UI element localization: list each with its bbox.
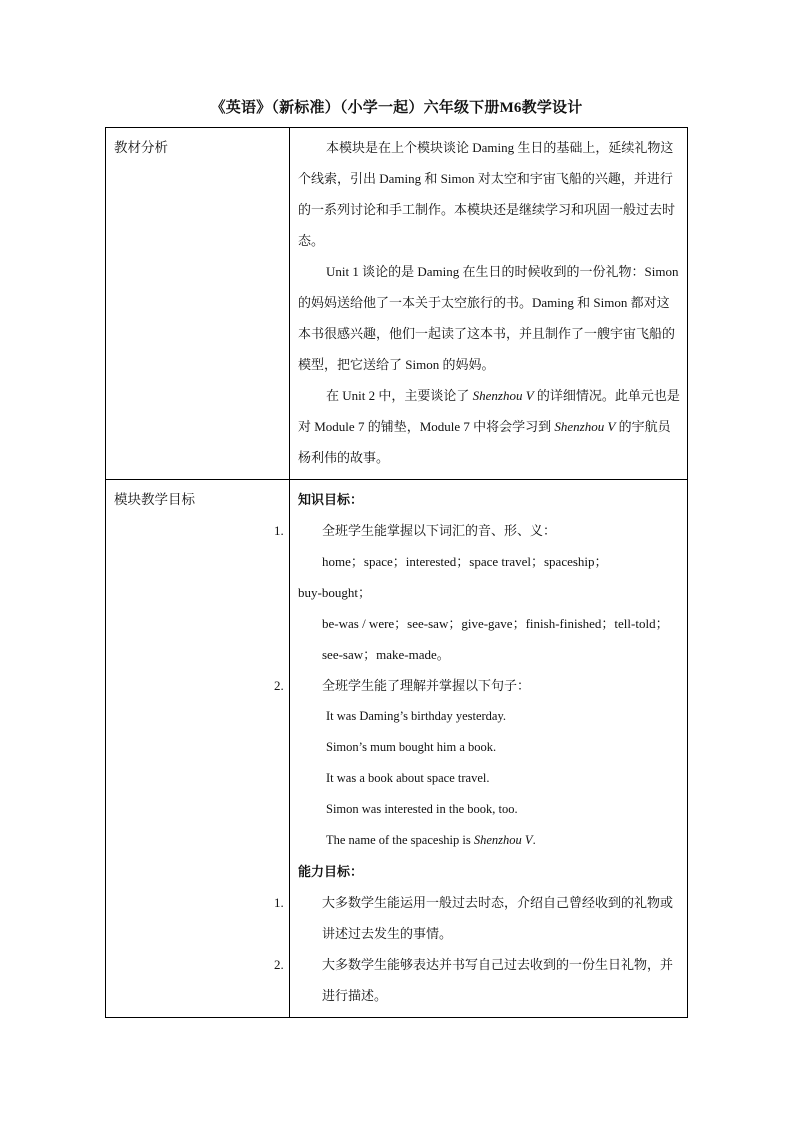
italic-text: Shenzhou V — [554, 419, 616, 434]
text-run: The name of the spaceship is — [326, 833, 474, 847]
analysis-paragraph-1: 本模块是在上个模块谈论 Daming 生日的基础上，延续礼物这个线索，引出 Daming 和 Simon 对太空和宇宙飞船的兴趣，并进行的一系列讨论和手工制作。本模块还是继续学习和巩固一般过去时态。 — [298, 140, 676, 248]
item-text: 大多数学生能运用一般过去时态，介绍自己曾经收到的礼物或讲述过去发生的事情。 — [322, 895, 674, 941]
analysis-paragraph-3 — [298, 380, 681, 473]
text-run: . — [532, 833, 536, 847]
vocab-line: see-saw；make-made。 — [322, 647, 450, 662]
row-label-analysis: 教材分析 — [106, 128, 290, 480]
example-sentence: Simon was interested in the book, too. — [326, 802, 518, 816]
vocab-line: buy-bought； — [298, 585, 371, 600]
ability-item-2 — [274, 949, 681, 1011]
text-run: 的详细情况。此单元也是对 Module 7 的铺垫，Module 7 中将会学习到 — [298, 388, 680, 434]
table-row-analysis — [106, 128, 688, 480]
analysis-paragraph-2: Unit 1 谈论的是 Daming 在生日的时候收到的一份礼物：Simon 的妈妈送给他了一本关于太空旅行的书。Daming 和 Simon 都对这本书很感兴趣，他们一起读了这本书，并且制作了一艘宇宙飞船的模型，把它送给了 Simon 的妈妈。 — [298, 264, 679, 372]
item-text: 全班学生能掌握以下词汇的音、形、义： — [322, 523, 557, 538]
italic-text: Shenzhou V — [473, 833, 533, 847]
vocab-line: be-was / were；see-saw；give-gave；finish-finished；tell-told； — [322, 616, 669, 631]
vocab-line: home；space；interested；space travel；spaceship； — [322, 554, 608, 569]
goals-content — [274, 480, 688, 1018]
text-run: 在 Unit 2 中，主要谈论了 — [326, 388, 473, 403]
knowledge-heading: 知识目标： — [298, 492, 364, 507]
item-number: 2. — [274, 678, 284, 693]
example-sentence: Simon’s mum bought him a book. — [326, 740, 497, 754]
text-run: 的宇航员杨利伟的故事。 — [298, 419, 671, 465]
analysis-content — [290, 128, 688, 480]
example-sentence — [298, 825, 681, 856]
document-title: 《英语》（新标准）（小学一起）六年级下册M6教学设计 — [210, 100, 583, 116]
ability-heading: 能力目标： — [298, 864, 364, 879]
knowledge-item-2 — [274, 670, 681, 701]
ability-item-1 — [274, 887, 681, 949]
item-number: 2. — [274, 957, 284, 972]
item-text: 大多数学生能够表达并书写自己过去收到的一份生日礼物，并进行描述。 — [322, 957, 674, 1003]
italic-text: Shenzhou V — [472, 388, 534, 403]
item-text: 全班学生能了理解并掌握以下句子： — [322, 678, 531, 693]
example-sentence: It was a book about space travel. — [326, 771, 490, 785]
item-number: 1. — [274, 895, 284, 910]
table-row-goals — [106, 480, 688, 1018]
knowledge-item-1 — [274, 515, 681, 546]
item-number: 1. — [274, 523, 284, 538]
example-sentence: It was Daming’s birthday yesterday. — [326, 709, 507, 723]
lesson-plan-table — [105, 127, 688, 1018]
row-label-goals: 模块教学目标 — [106, 480, 290, 1018]
